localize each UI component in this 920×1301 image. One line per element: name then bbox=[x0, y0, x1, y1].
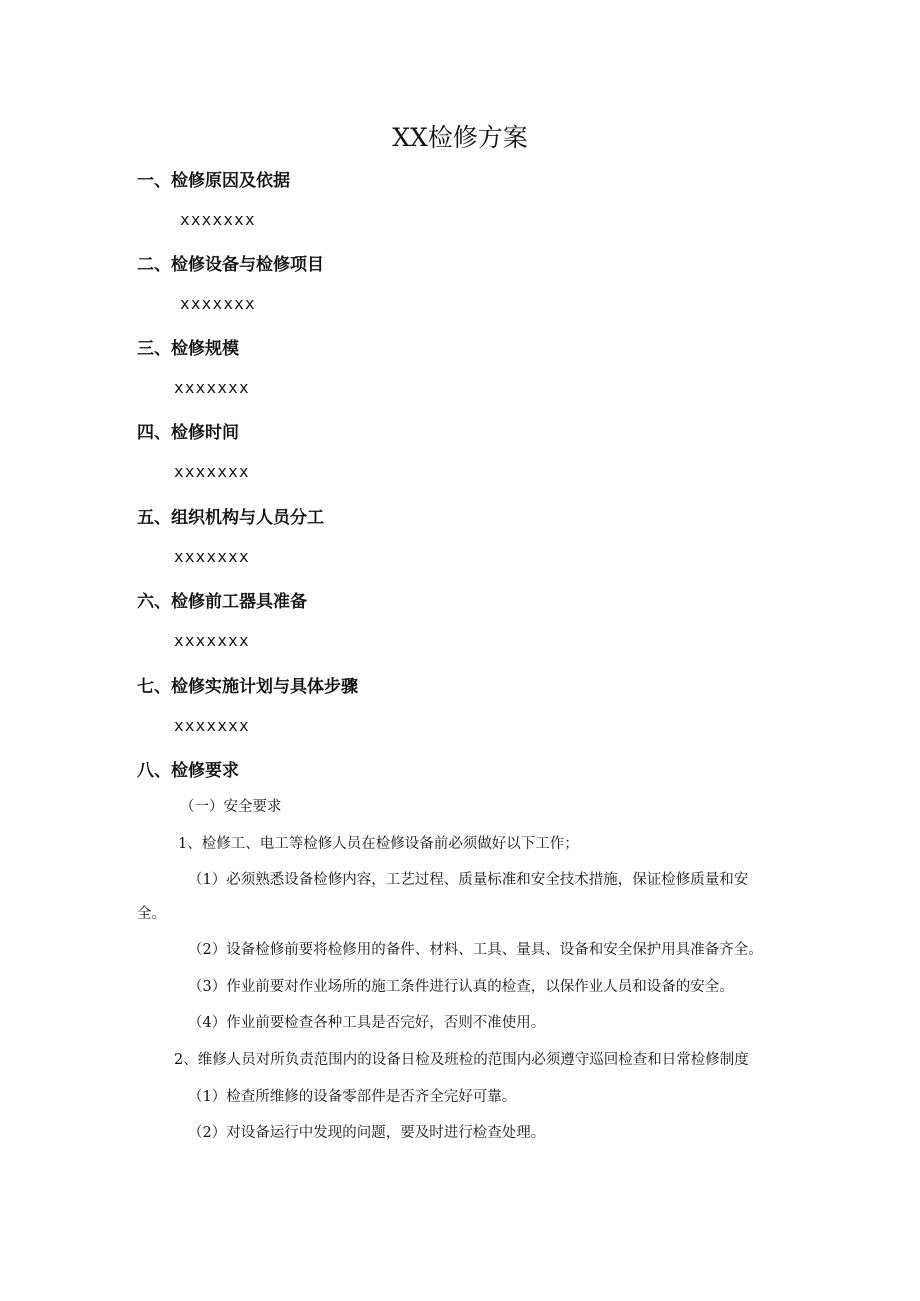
safety-requirements-subheading: （一）安全要求 bbox=[180, 799, 282, 815]
requirement-item-1-2: （2）设备检修前要将检修用的备件、材料、工具、量具、设备和安全保护用具准备齐全。 bbox=[188, 942, 763, 958]
section-body-1: xxxxxxx bbox=[180, 210, 256, 229]
section-body-7: xxxxxxx bbox=[174, 716, 250, 735]
section-body-6: xxxxxxx bbox=[174, 631, 250, 650]
requirement-item-1: 1、检修工、电工等检修人员在检修设备前必须做好以下工作； bbox=[178, 836, 579, 852]
section-heading-3: 三、检修规模 bbox=[137, 339, 239, 359]
requirement-item-1-1: （1）必须熟悉设备检修内容，工艺过程、质量标准和安全技术措施，保证检修质量和安 bbox=[188, 872, 749, 888]
section-heading-2: 二、检修设备与检修项目 bbox=[137, 255, 324, 275]
section-body-2: xxxxxxx bbox=[180, 294, 256, 313]
section-body-5: xxxxxxx bbox=[174, 547, 250, 566]
requirement-item-2-1: （1）检查所维修的设备零部件是否齐全完好可靠。 bbox=[188, 1089, 517, 1105]
section-heading-7: 七、检修实施计划与具体步骤 bbox=[137, 677, 358, 697]
section-heading-6: 六、检修前工器具准备 bbox=[137, 592, 307, 612]
requirement-item-1-4: （4）作业前要检查各种工具是否完好，否则不准使用。 bbox=[188, 1015, 546, 1031]
section-body-3: xxxxxxx bbox=[174, 378, 250, 397]
requirement-item-1-1-continued: 全。 bbox=[137, 906, 166, 922]
requirement-item-1-3: （3）作业前要对作业场所的施工条件进行认真的检查，以保作业人员和设备的安全。 bbox=[188, 979, 734, 995]
section-heading-8: 八、检修要求 bbox=[137, 761, 239, 781]
section-heading-1: 一、检修原因及依据 bbox=[137, 171, 290, 191]
section-heading-5: 五、组织机构与人员分工 bbox=[137, 508, 324, 528]
section-body-4: xxxxxxx bbox=[174, 462, 250, 481]
requirement-item-2-2: （2）对设备运行中发现的问题，要及时进行检查处理。 bbox=[188, 1125, 546, 1141]
section-heading-4: 四、检修时间 bbox=[137, 423, 239, 443]
document-title: XX检修方案 bbox=[392, 123, 528, 152]
requirement-item-2: 2、维修人员对所负责范围内的设备日检及班检的范围内必须遵守巡回检查和日常检修制度 bbox=[174, 1052, 749, 1068]
